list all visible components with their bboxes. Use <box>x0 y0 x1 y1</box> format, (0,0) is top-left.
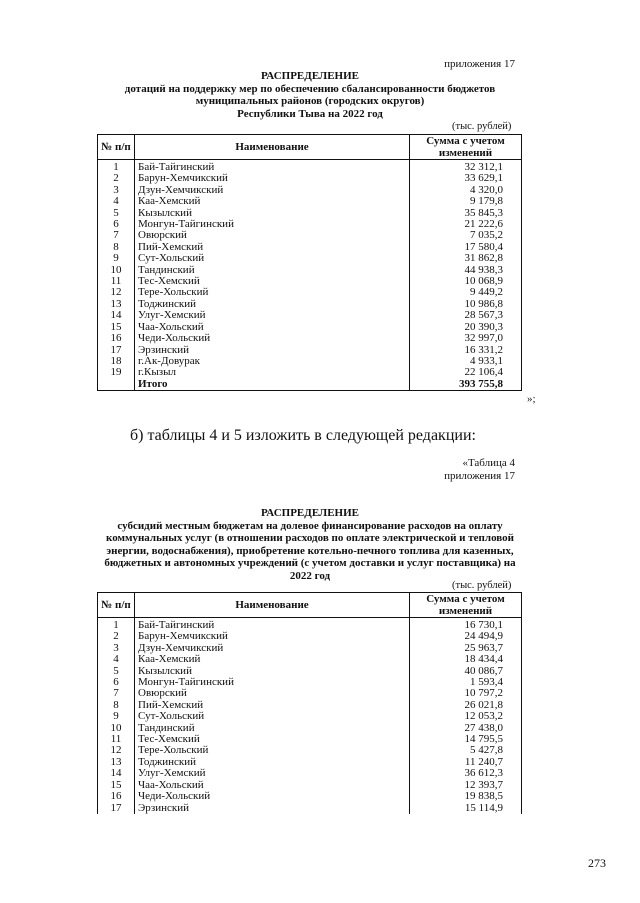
row-name: Кызылский <box>135 666 410 677</box>
row-number: 18 <box>98 356 135 367</box>
table2-subtitle-line-4: бюджетных и автономных учреждений (с учетом доставки и услуг поставщика) на <box>104 557 516 569</box>
row-name: Тоджинский <box>135 299 410 310</box>
row-amount: 10 068,9 <box>410 276 522 287</box>
table-row <box>98 654 522 665</box>
row-amount: 31 862,8 <box>410 253 522 264</box>
row-name: Эрзинский <box>135 803 410 814</box>
row-number: 6 <box>98 219 135 230</box>
row-amount: 1 593,4 <box>410 677 522 688</box>
col-number-header: № п/п <box>98 135 135 160</box>
table2-label-line-2: приложения 17 <box>444 470 515 482</box>
row-number: 10 <box>98 265 135 276</box>
table-row <box>98 791 522 802</box>
row-number: 17 <box>98 803 135 814</box>
row-name: Тандинский <box>135 265 410 276</box>
row-number: 4 <box>98 196 135 207</box>
table-row <box>98 803 522 814</box>
page-number: 273 <box>588 856 606 870</box>
table-row <box>98 768 522 779</box>
row-name: Чаа-Хольский <box>135 322 410 333</box>
row-amount: 10 986,8 <box>410 299 522 310</box>
table2-subtitle-line-1: субсидий местным бюджетам на долевое финансирование расходов на оплату <box>117 519 503 532</box>
appendix-label: приложения 17 <box>444 58 515 70</box>
table1-units: (тыс. рублей) <box>452 121 512 132</box>
row-name: Улуг-Хемский <box>135 768 410 779</box>
row-name: Тандинский <box>135 723 410 734</box>
table1 <box>97 134 522 391</box>
row-amount: 21 222,6 <box>410 219 522 230</box>
row-amount: 11 240,7 <box>410 757 522 768</box>
row-amount: 16 331,2 <box>410 345 522 356</box>
table1-title: РАСПРЕДЕЛЕНИЕ <box>260 70 359 82</box>
row-amount: 40 086,7 <box>410 666 522 677</box>
row-amount: 36 612,3 <box>410 768 522 779</box>
table2-label-line-1: «Таблица 4 <box>462 457 515 469</box>
table2-label <box>420 457 515 483</box>
row-amount: 16 730,1 <box>410 618 522 632</box>
row-number: 14 <box>98 310 135 321</box>
row-amount: 35 845,3 <box>410 208 522 219</box>
row-amount: 27 438,0 <box>410 723 522 734</box>
table2-heading <box>95 507 525 582</box>
row-amount: 44 938,3 <box>410 265 522 276</box>
row-name: Монгун-Тайгинский <box>135 219 410 230</box>
row-amount: 12 393,7 <box>410 780 522 791</box>
row-number: 8 <box>98 242 135 253</box>
row-amount: 4 933,1 <box>410 356 522 367</box>
row-number: 1 <box>98 618 135 632</box>
table2-subtitle-line-5: 2022 год <box>289 569 331 582</box>
col-amount-header: Сумма с учетом изменений <box>410 593 522 618</box>
row-amount: 4 320,0 <box>410 185 522 196</box>
row-name: Кызылский <box>135 208 410 219</box>
row-number: 12 <box>98 287 135 298</box>
row-name: Тере-Хольский <box>135 745 410 756</box>
table2-subtitle-line-2: коммунальных услуг (в отношении расходов по оплате электрической и тепловой <box>106 532 514 544</box>
row-number: 7 <box>98 230 135 241</box>
table2-body <box>98 618 522 814</box>
row-number: 13 <box>98 299 135 310</box>
table1-header-row <box>98 135 522 160</box>
row-amount: 32 312,1 <box>410 160 522 174</box>
row-number: 2 <box>98 173 135 184</box>
row-number: 19 <box>98 367 135 378</box>
row-name: Чаа-Хольский <box>135 780 410 791</box>
row-number: 16 <box>98 333 135 344</box>
table1-subtitle-line-1: дотаций на поддержку мер по обеспечению сбалансированности бюджетов <box>124 82 496 95</box>
row-amount: 10 797,2 <box>410 688 522 699</box>
row-amount: 12 053,2 <box>410 711 522 722</box>
row-number: 9 <box>98 253 135 264</box>
row-name: Барун-Хемчикский <box>135 173 410 184</box>
row-name: Тоджинский <box>135 757 410 768</box>
table2-units: (тыс. рублей) <box>452 580 512 591</box>
table1-heading <box>95 70 525 120</box>
row-name: Пий-Хемский <box>135 242 410 253</box>
row-name: Овюрский <box>135 230 410 241</box>
row-number: 1 <box>98 160 135 174</box>
table1-subtitle-line-3: Республики Тыва на 2022 год <box>237 107 383 120</box>
row-amount: 14 795,5 <box>410 734 522 745</box>
row-name: Сут-Хольский <box>135 711 410 722</box>
table-row <box>98 160 522 174</box>
table-row <box>98 618 522 632</box>
row-name: Тере-Хольский <box>135 287 410 298</box>
table-row <box>98 196 522 207</box>
row-amount: 9 179,8 <box>410 196 522 207</box>
row-name: Тес-Хемский <box>135 276 410 287</box>
table-row <box>98 711 522 722</box>
row-number: 16 <box>98 791 135 802</box>
total-label: Итого <box>135 379 410 391</box>
row-name: Пий-Хемский <box>135 700 410 711</box>
table-row <box>98 310 522 321</box>
total-value: 393 755,8 <box>410 379 522 391</box>
row-name: Монгун-Тайгинский <box>135 677 410 688</box>
row-amount: 20 390,3 <box>410 322 522 333</box>
row-name: Чеди-Хольский <box>135 791 410 802</box>
row-amount: 32 997,0 <box>410 333 522 344</box>
instruction-text: б) таблицы 4 и 5 изложить в следующей редакции: <box>130 427 476 444</box>
table2 <box>97 592 522 814</box>
row-number: 15 <box>98 322 135 333</box>
total-number-cell <box>98 379 135 391</box>
table2-subtitle-line-3: энергии, водоснабжения), приобретение котельно-печного топлива для казенных, <box>106 544 514 557</box>
table2-header-row <box>98 593 522 618</box>
total-row <box>98 379 522 391</box>
row-name: Барун-Хемчикский <box>135 631 410 642</box>
row-amount: 7 035,2 <box>410 230 522 241</box>
col-amount-header: Сумма с учетом изменений <box>410 135 522 160</box>
row-number: 7 <box>98 688 135 699</box>
row-name: Дзун-Хемчикский <box>135 185 410 196</box>
row-number: 9 <box>98 711 135 722</box>
row-number: 2 <box>98 631 135 642</box>
row-amount: 19 838,5 <box>410 791 522 802</box>
col-name-header: Наименование <box>135 593 410 618</box>
table-row <box>98 367 522 378</box>
row-number: 6 <box>98 677 135 688</box>
row-number: 11 <box>98 734 135 745</box>
row-amount: 17 580,4 <box>410 242 522 253</box>
row-number: 4 <box>98 654 135 665</box>
row-amount: 18 434,4 <box>410 654 522 665</box>
row-name: Бай-Тайгинский <box>135 160 410 174</box>
row-amount: 25 963,7 <box>410 643 522 654</box>
col-number-header: № п/п <box>98 593 135 618</box>
row-name: г.Ак-Довурак <box>135 356 410 367</box>
row-number: 14 <box>98 768 135 779</box>
row-amount: 33 629,1 <box>410 173 522 184</box>
row-amount: 9 449,2 <box>410 287 522 298</box>
row-number: 8 <box>98 700 135 711</box>
row-amount: 5 427,8 <box>410 745 522 756</box>
row-name: Каа-Хемский <box>135 654 410 665</box>
col-name-header: Наименование <box>135 135 410 160</box>
row-name: Дзун-Хемчикский <box>135 643 410 654</box>
table2-title: РАСПРЕДЕЛЕНИЕ <box>260 507 359 519</box>
table1-subtitle-line-2: муниципальных районов (городских округов) <box>195 95 425 107</box>
table-row <box>98 333 522 344</box>
row-number: 15 <box>98 780 135 791</box>
row-name: г.Кызыл <box>135 367 410 378</box>
row-amount: 15 114,9 <box>410 803 522 814</box>
row-number: 5 <box>98 666 135 677</box>
row-number: 11 <box>98 276 135 287</box>
row-name: Овюрский <box>135 688 410 699</box>
closing-quote-mark: »; <box>527 393 536 405</box>
row-number: 3 <box>98 643 135 654</box>
row-amount: 24 494,9 <box>410 631 522 642</box>
row-name: Сут-Хольский <box>135 253 410 264</box>
row-name: Эрзинский <box>135 345 410 356</box>
row-number: 12 <box>98 745 135 756</box>
row-number: 3 <box>98 185 135 196</box>
row-number: 10 <box>98 723 135 734</box>
row-amount: 26 021,8 <box>410 700 522 711</box>
row-name: Чеди-Хольский <box>135 333 410 344</box>
row-amount: 22 106,4 <box>410 367 522 378</box>
table1-body <box>98 160 522 391</box>
row-name: Бай-Тайгинский <box>135 618 410 632</box>
table-row <box>98 253 522 264</box>
row-number: 17 <box>98 345 135 356</box>
row-number: 5 <box>98 208 135 219</box>
row-name: Тес-Хемский <box>135 734 410 745</box>
row-name: Каа-Хемский <box>135 196 410 207</box>
row-amount: 28 567,3 <box>410 310 522 321</box>
row-name: Улуг-Хемский <box>135 310 410 321</box>
row-number: 13 <box>98 757 135 768</box>
